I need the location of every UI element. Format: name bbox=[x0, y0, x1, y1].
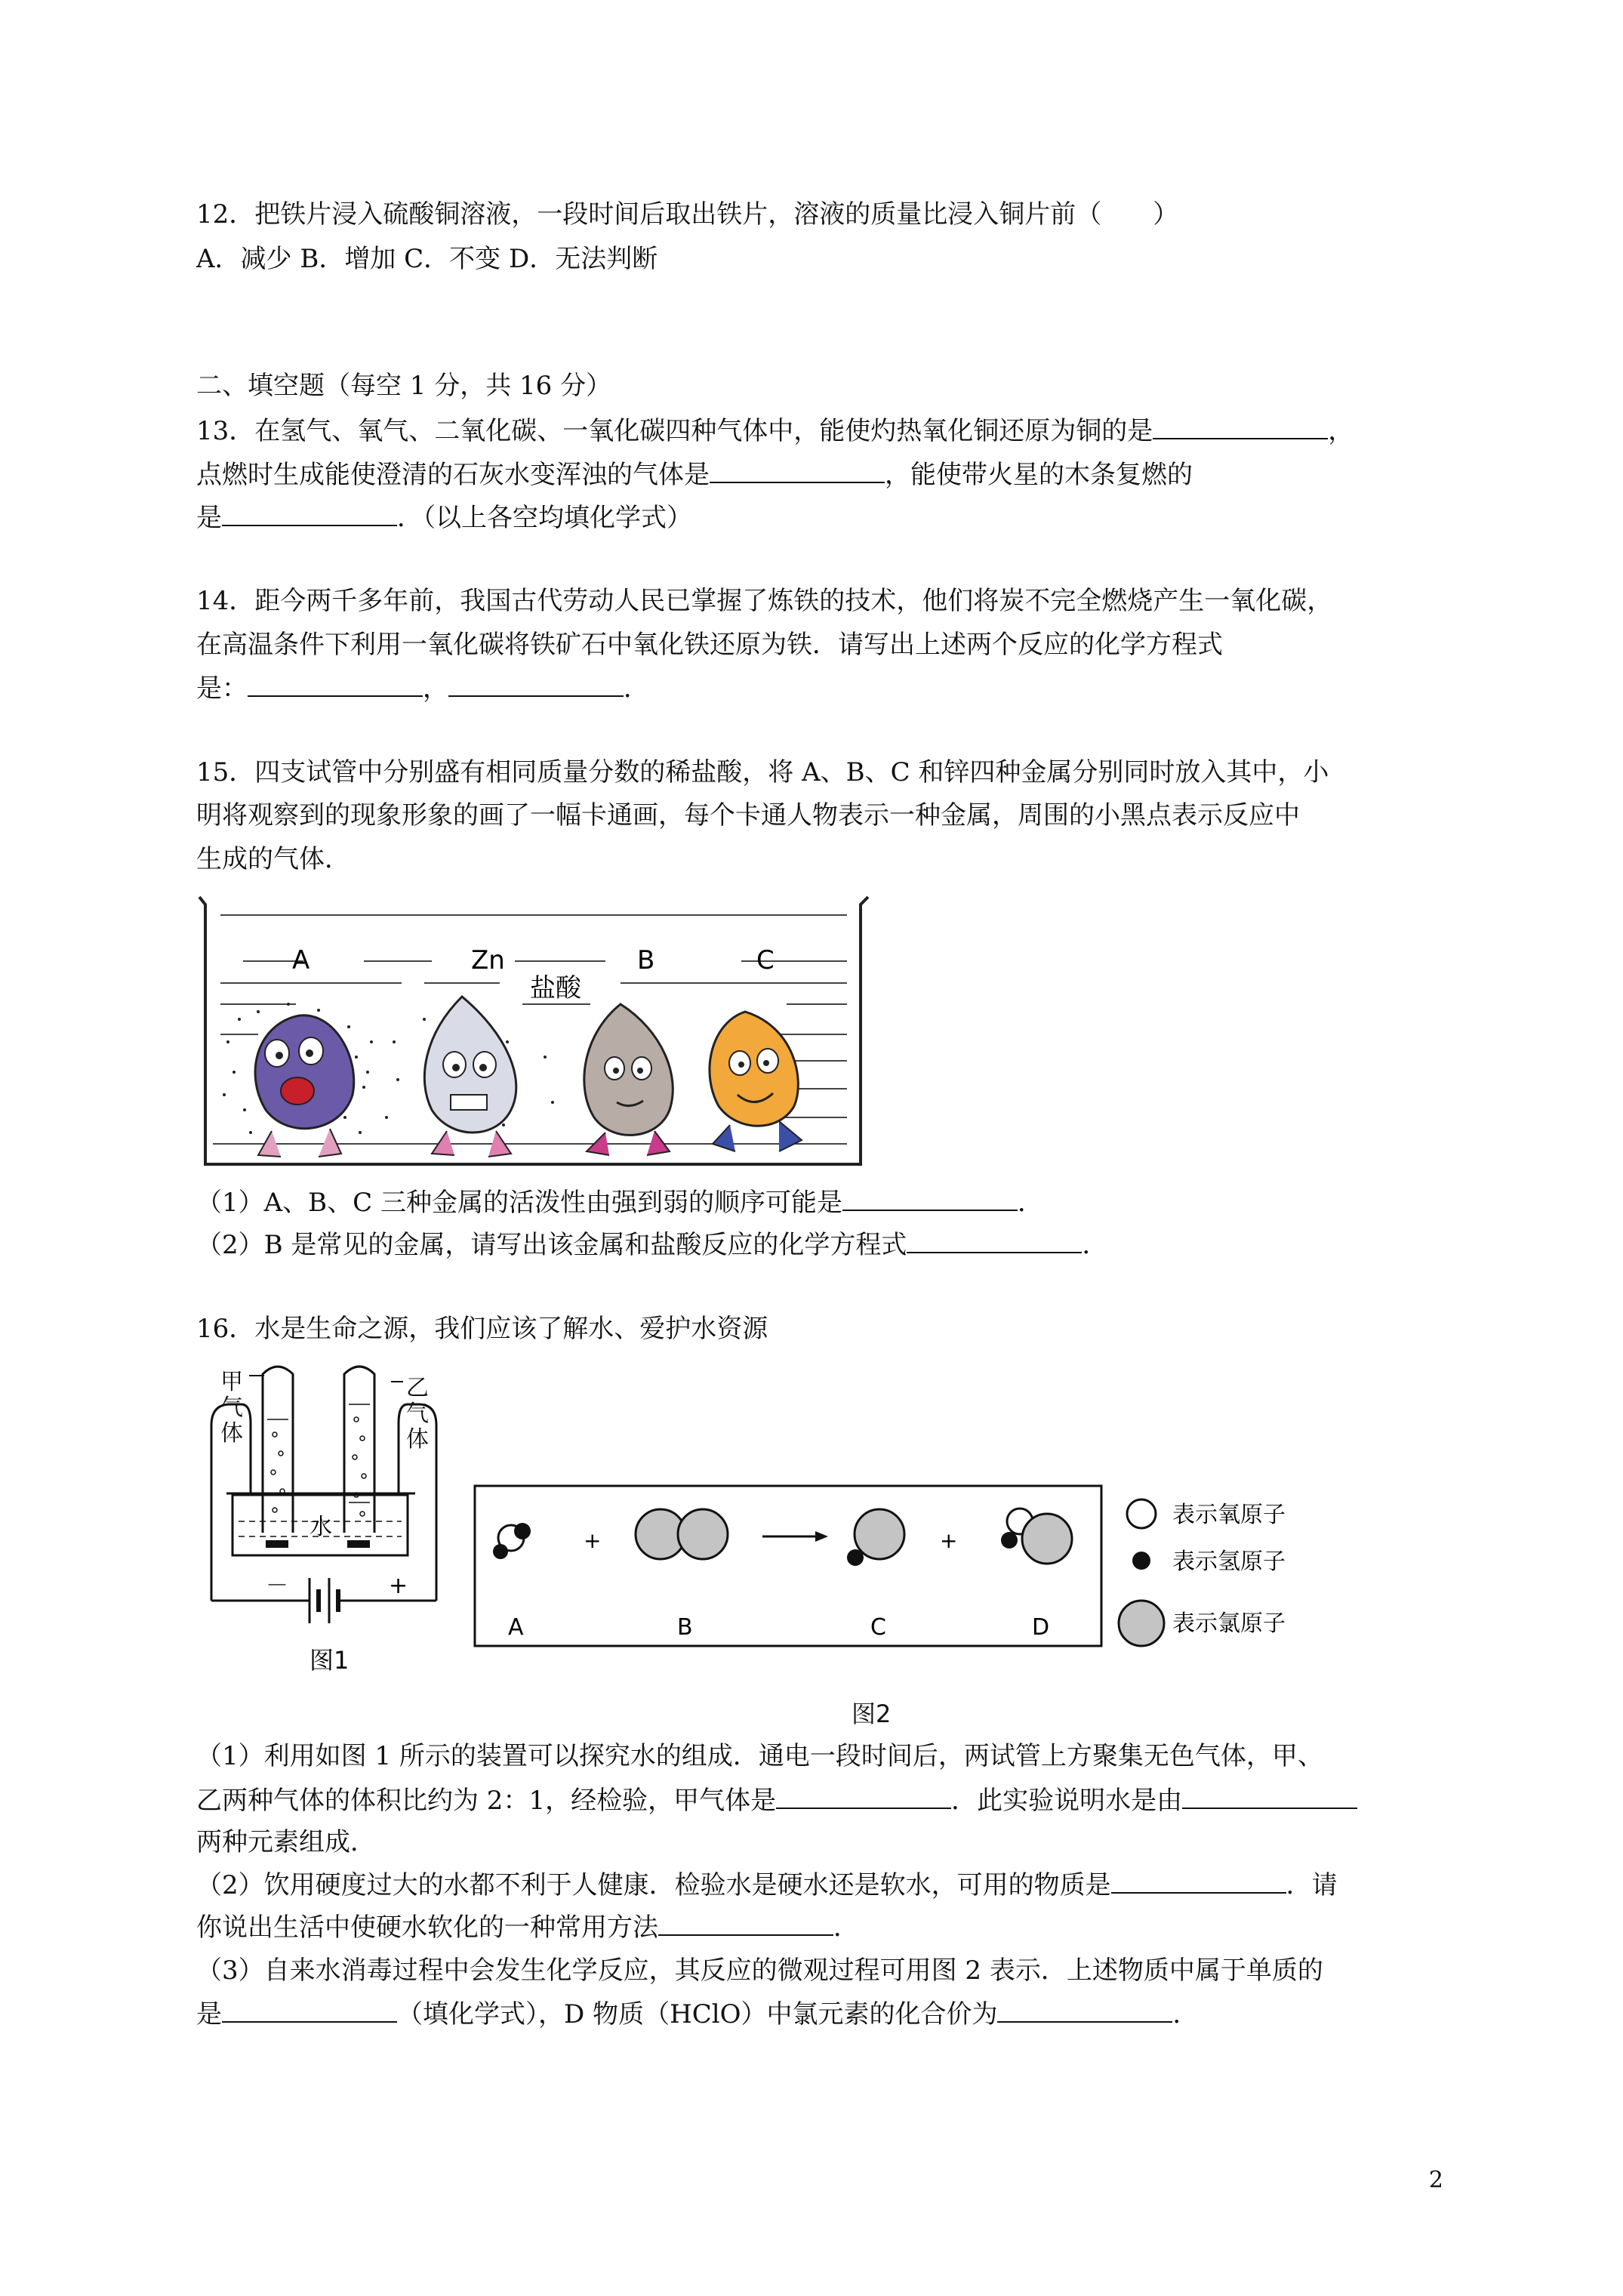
q14-line3-b: ， bbox=[423, 673, 448, 704]
q12-options: A．减少 B．增加 C．不变 D．无法判断 bbox=[196, 244, 658, 274]
answer-blank[interactable] bbox=[248, 673, 423, 697]
legend-oxygen: 表示氧原子 bbox=[1172, 1502, 1286, 1528]
answer-blank[interactable] bbox=[1153, 415, 1328, 439]
q13-line1-text: 13．在氢气、氧气、二氧化碳、一氧化碳四种气体中，能使灼热氧化铜还原为铜的是 bbox=[196, 416, 1153, 446]
metal-label-zn: Zn bbox=[471, 945, 505, 975]
section-title: 二、填空题（每空 1 分，共 16 分） bbox=[196, 371, 612, 401]
answer-blank[interactable] bbox=[842, 1187, 1018, 1211]
q16-sub2-line2 bbox=[196, 1912, 859, 1943]
label-c: C bbox=[870, 1614, 886, 1641]
q13-line2-a: 点燃时生成能使澄清的石灰水变浑浊的气体是 bbox=[196, 460, 710, 490]
cartoon-beaker-figure bbox=[198, 891, 870, 1170]
answer-blank[interactable] bbox=[1111, 1869, 1286, 1894]
legend-hydrogen: 表示氢原子 bbox=[1172, 1549, 1286, 1575]
q14-line3 bbox=[196, 673, 649, 704]
answer-blank[interactable] bbox=[658, 1912, 833, 1936]
q16-sub2-line1-b: ．请 bbox=[1286, 1870, 1338, 1900]
q13-line1-end: ， bbox=[1328, 416, 1354, 446]
q15-sub1-a: （1）A、B、C 三种金属的活泼性由强到弱的顺序可能是 bbox=[196, 1188, 842, 1218]
q13-line3-b: ．（以上各空均填化学式） bbox=[397, 503, 692, 533]
q13-line2-b: ，能使带火星的木条复燃的 bbox=[885, 460, 1193, 490]
gas-yi-2: 气 bbox=[406, 1401, 429, 1427]
q13-line3-a: 是 bbox=[196, 503, 222, 533]
q16-sub2-line1-a: （2）饮用硬度过大的水都不利于人健康．检验水是硬水还是软水，可用的物质是 bbox=[196, 1870, 1111, 1900]
q14-line3-c: ． bbox=[624, 673, 649, 704]
gas-yi-3: 体 bbox=[406, 1426, 429, 1453]
page-number: 2 bbox=[1428, 2167, 1443, 2193]
q16-sub3-line2 bbox=[196, 1999, 1198, 2029]
q15-sub1-b: ． bbox=[1018, 1188, 1043, 1218]
minus-sign: － bbox=[266, 1573, 288, 1599]
q14-line1: 14．距今两千多年前，我国古代劳动人民已掌握了炼铁的技术，他们将炭不完全燃烧产生一氧化碳， bbox=[196, 586, 1333, 616]
answer-blank[interactable] bbox=[710, 459, 885, 483]
metal-a-cartoon bbox=[255, 1015, 354, 1157]
answer-blank[interactable] bbox=[1182, 1785, 1357, 1809]
answer-blank[interactable] bbox=[222, 1999, 397, 2023]
q14-line3-a: 是： bbox=[196, 673, 248, 704]
q16-sub1-line2 bbox=[196, 1785, 1357, 1816]
q16-sub1-line2-a: 乙两种气体的体积比约为 2：1，经检验，甲气体是 bbox=[196, 1786, 777, 1816]
q13-line2 bbox=[196, 459, 1193, 490]
metal-label-c: C bbox=[756, 945, 775, 975]
q16-sub1-line3: 两种元素组成． bbox=[196, 1827, 376, 1857]
legend-chlorine: 表示氯原子 bbox=[1172, 1610, 1286, 1637]
q16-sub2-line1 bbox=[196, 1869, 1338, 1900]
label-d: D bbox=[1032, 1614, 1050, 1641]
q15-sub2-a: （2）B 是常见的金属，请写出该金属和盐酸反应的化学方程式 bbox=[196, 1230, 907, 1260]
q15-line3: 生成的气体． bbox=[196, 844, 350, 874]
answer-blank[interactable] bbox=[448, 673, 624, 697]
answer-blank[interactable] bbox=[907, 1229, 1082, 1253]
metal-zn-cartoon bbox=[424, 997, 516, 1157]
q16-sub1-line1: （1）利用如图 1 所示的装置可以探究水的组成．通电一段时间后，两试管上方聚集无色气体，甲、 bbox=[196, 1741, 1323, 1771]
q16-sub3-line2-c: ． bbox=[1172, 1999, 1199, 2029]
gas-yi-1: 乙 bbox=[406, 1375, 429, 1401]
q16-sub2-line2-b: ． bbox=[833, 1912, 859, 1943]
q15-line2: 明将观察到的现象形象的画了一幅卡通画，每个卡通人物表示一种金属，周围的小黑点表示反应中 bbox=[196, 800, 1300, 831]
q15-sub2 bbox=[196, 1229, 1107, 1260]
q15-sub1 bbox=[196, 1187, 1043, 1218]
electrolysis-figure bbox=[196, 1359, 453, 1676]
reaction-figure bbox=[472, 1480, 1317, 1676]
gas-jia-1: 甲 bbox=[220, 1369, 243, 1395]
q15-sub2-b: ． bbox=[1082, 1230, 1108, 1260]
plus-2: + bbox=[940, 1528, 958, 1553]
q16-sub3-line1: （3）自来水消毒过程中会发生化学反应，其反应的微观过程可用图 2 表示．上述物质中属于单质的 bbox=[196, 1955, 1323, 1986]
q13-line3 bbox=[196, 502, 692, 533]
answer-blank[interactable] bbox=[997, 1999, 1172, 2023]
metal-label-a: A bbox=[292, 945, 310, 975]
answer-blank[interactable] bbox=[222, 502, 397, 526]
metal-c-cartoon bbox=[710, 1012, 802, 1151]
label-b: B bbox=[677, 1614, 693, 1641]
q13-line1 bbox=[196, 415, 1354, 446]
label-a: A bbox=[508, 1614, 524, 1641]
q16-sub3-line2-b: （填化学式），D 物质（HClO）中氯元素的化合价为 bbox=[397, 1999, 998, 2029]
gas-jia-2: 气 bbox=[220, 1395, 243, 1421]
figure1-caption: 图1 bbox=[310, 1646, 350, 1675]
acid-label: 盐酸 bbox=[530, 973, 581, 1003]
gas-jia-3: 体 bbox=[220, 1420, 243, 1447]
metal-b-cartoon bbox=[584, 1004, 673, 1155]
q16-sub1-line2-b: ．此实验说明水是由 bbox=[951, 1786, 1183, 1816]
q16-sub3-line2-a: 是 bbox=[196, 1999, 222, 2029]
q15-line1: 15．四支试管中分别盛有相同质量分数的稀盐酸，将 A、B、C 和锌四种金属分别同时放入其中，小 bbox=[196, 757, 1329, 787]
q16-sub2-line2-a: 你说出生活中使硬水软化的一种常用方法 bbox=[196, 1912, 658, 1943]
metal-label-b: B bbox=[637, 945, 655, 975]
figure2-caption: 图2 bbox=[852, 1700, 892, 1728]
q14-line2: 在高温条件下利用一氧化碳将铁矿石中氧化铁还原为铁．请写出上述两个反应的化学方程式 bbox=[196, 630, 1223, 660]
q12-stem: 12．把铁片浸入硫酸铜溶液，一段时间后取出铁片，溶液的质量比浸入铜片前（ ） bbox=[196, 199, 1179, 230]
answer-blank[interactable] bbox=[776, 1785, 951, 1809]
plus-sign: + bbox=[389, 1573, 408, 1599]
water-label: 水 bbox=[310, 1514, 332, 1540]
q16-stem: 16．水是生命之源，我们应该了解水、爱护水资源 bbox=[196, 1314, 768, 1344]
plus-1: + bbox=[584, 1528, 602, 1553]
